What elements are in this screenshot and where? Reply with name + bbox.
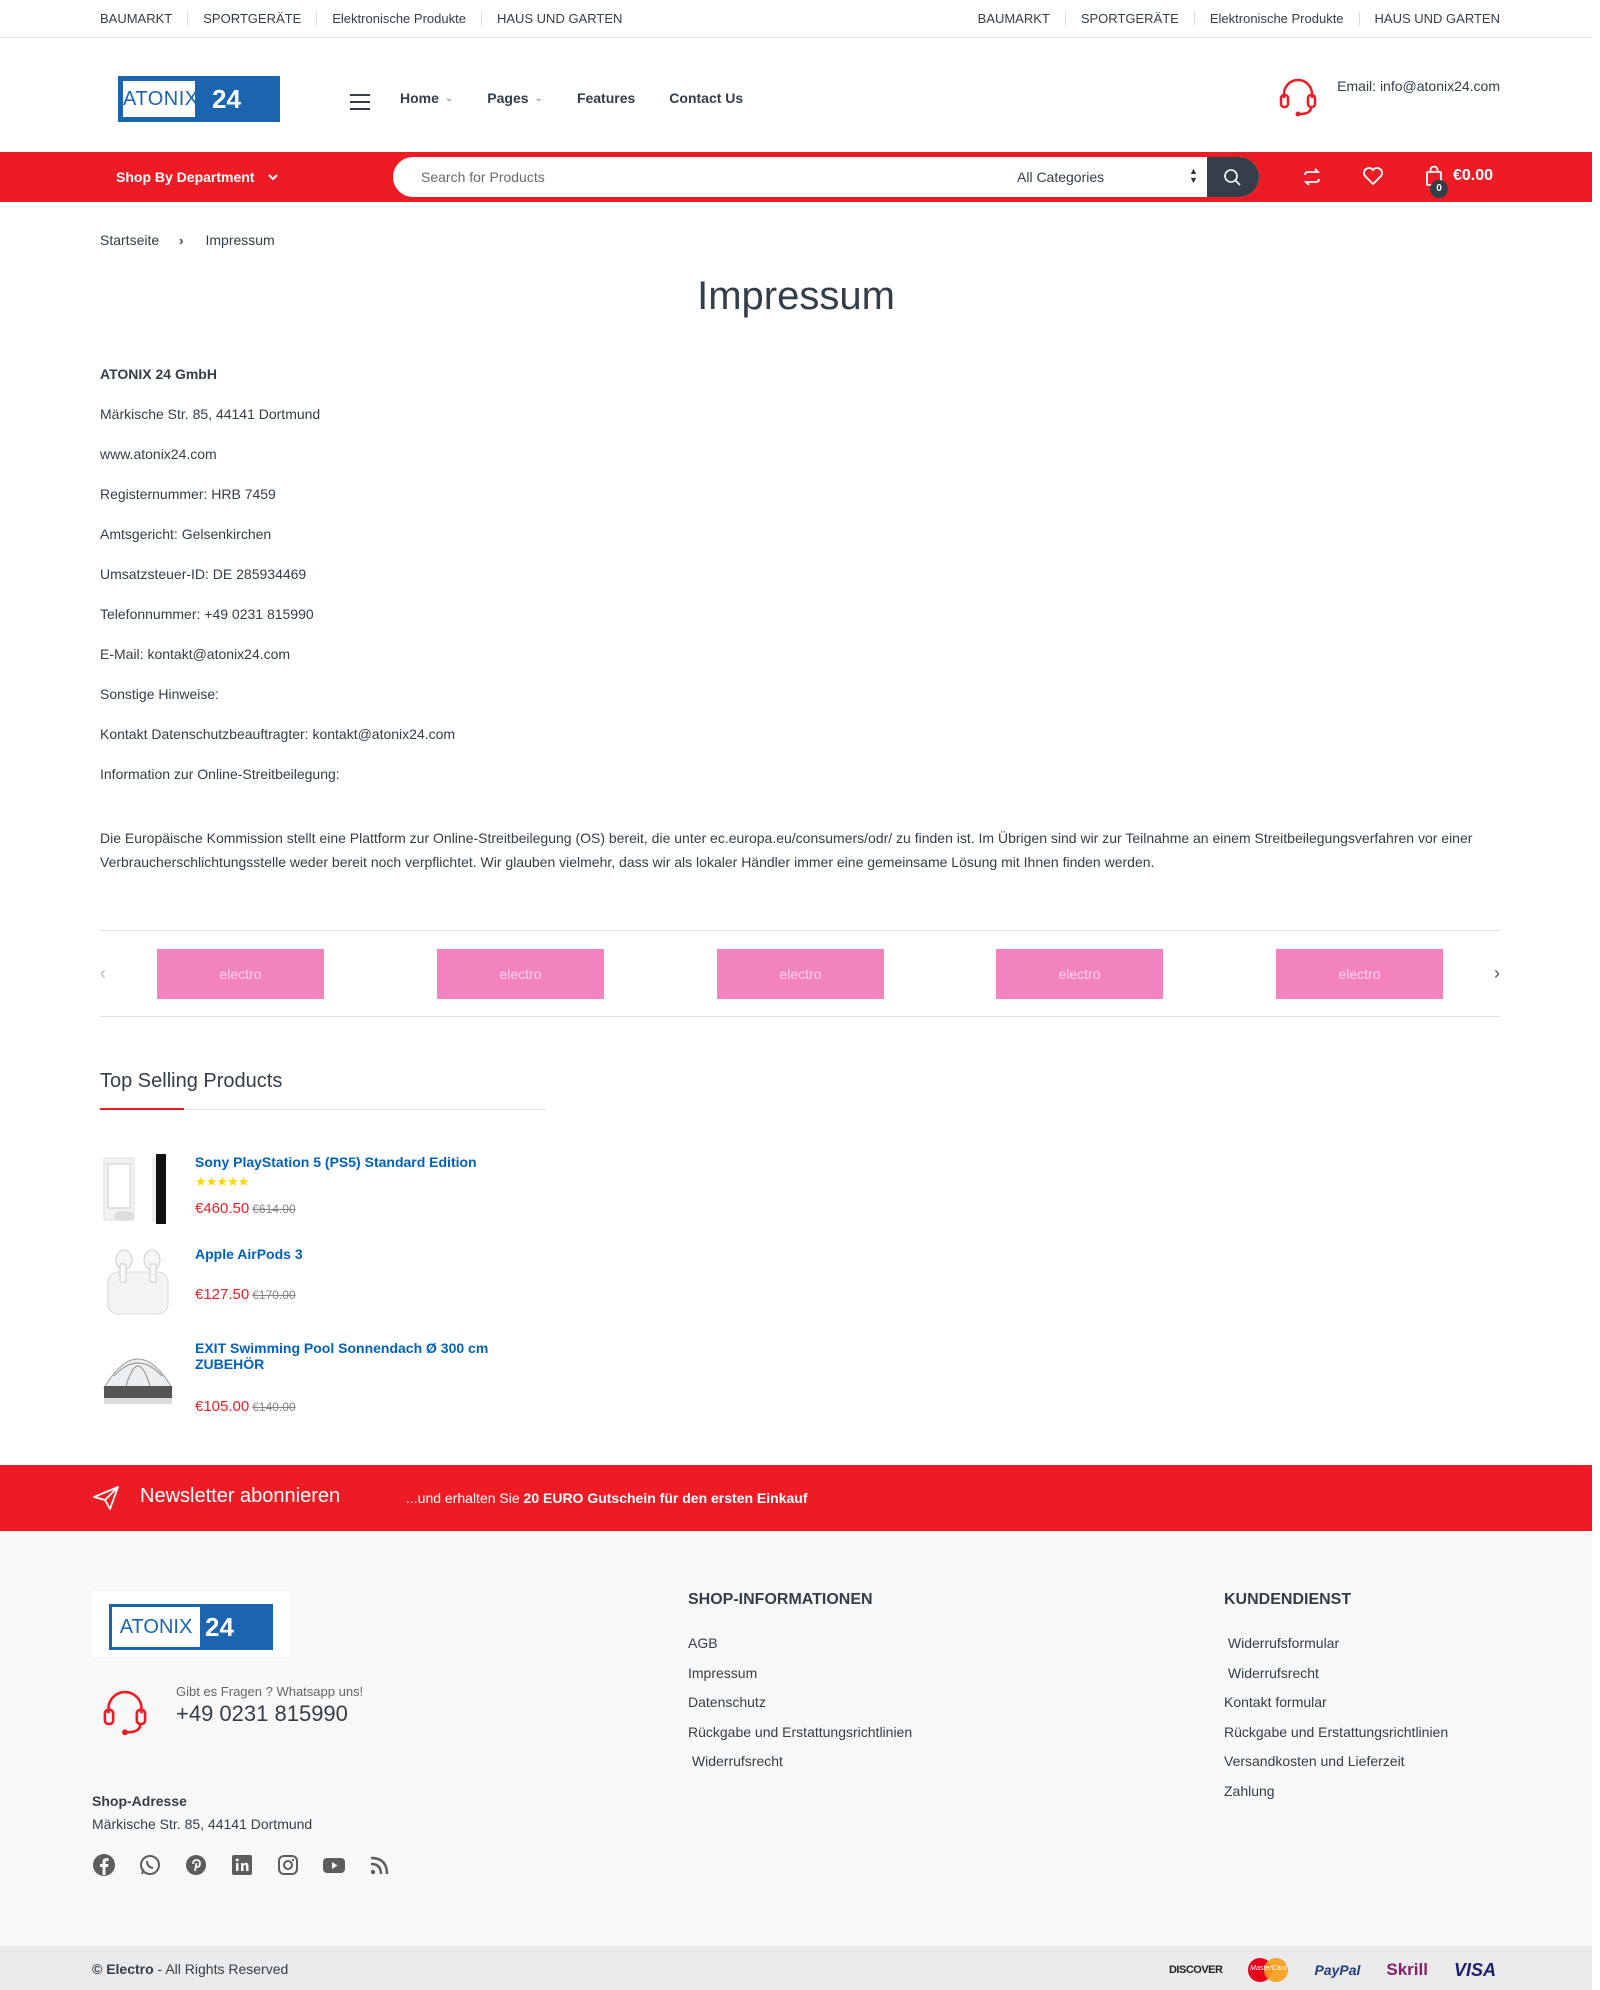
product-item	[100, 1242, 546, 1322]
district-court: Amtsgericht: Gelsenkirchen	[100, 526, 272, 542]
email-address[interactable]: E-Mail: kontakt@atonix24.com	[100, 646, 291, 662]
top-selling-title: Top Selling Products	[100, 1070, 283, 1092]
brand-logo[interactable]: electro	[717, 949, 884, 999]
nav-pages-label: Pages	[487, 90, 529, 106]
brand-logo[interactable]: electro	[437, 949, 604, 999]
shop-info-title: SHOP-INFORMATIONEN	[688, 1591, 873, 1608]
mastercard-logo-icon	[1248, 1958, 1288, 1982]
footer-link-rueckgabe-2[interactable]: Rückgabe und Erstattungsrichtlinien	[1224, 1723, 1449, 1740]
facebook-icon[interactable]	[92, 1853, 116, 1877]
privacy-contact: Kontakt Datenschutzbeauftragter: kontakt@atonix24.com	[100, 726, 456, 742]
footer-customer-service	[1224, 1591, 1448, 1812]
dispute-heading: Information zur Online-Streitbeilegung:	[100, 766, 340, 782]
copyright-brand: © Electro	[92, 1961, 154, 1977]
brand-logo[interactable]: electro	[157, 949, 324, 999]
compare-icon[interactable]	[1302, 167, 1322, 187]
discover-logo-icon: DISCOVER	[1168, 1964, 1223, 1976]
search-form	[393, 157, 1259, 197]
brand-logo[interactable]: electro	[996, 949, 1163, 999]
copyright-rest: - All Rights Reserved	[153, 1961, 289, 1977]
site-logo[interactable]	[118, 76, 280, 122]
newsletter-text-prefix: ...und erhalten Sie	[406, 1490, 524, 1506]
brand-carousel	[100, 930, 1500, 1017]
footer-logo-number: 24	[205, 1612, 234, 1642]
product-name[interactable]: EXIT Swimming Pool Sonnendach Ø 300 cm ZUBEHÖR	[195, 1340, 489, 1372]
menu-hamburger-icon[interactable]	[350, 94, 370, 110]
product-item	[100, 1336, 546, 1416]
footer-shop-info	[688, 1591, 912, 1783]
mastercard-label: MasterCard	[1250, 1965, 1287, 1972]
skrill-logo-icon: Skrill	[1386, 1960, 1428, 1979]
headset-icon	[98, 1685, 152, 1737]
footer-link-zahlung[interactable]: Zahlung	[1224, 1782, 1275, 1799]
nav-features[interactable]	[577, 90, 635, 106]
shop-by-department-button[interactable]	[116, 169, 278, 185]
cart-count-badge: 0	[1430, 180, 1448, 198]
heart-icon[interactable]	[1362, 166, 1384, 186]
site-footer	[0, 1531, 1592, 1946]
search-icon	[1224, 169, 1241, 186]
old-price: €170.00	[252, 1288, 296, 1302]
site-header	[0, 38, 1592, 152]
youtube-icon[interactable]	[322, 1853, 346, 1877]
product-image-pool-dome[interactable]	[100, 1336, 176, 1412]
top-link-right-sportgeraete[interactable]: SPORTGERÄTE	[1065, 12, 1194, 26]
nav-contact-label: Contact Us	[669, 90, 744, 106]
chevron-down-icon: ⌄	[534, 92, 543, 104]
paper-plane-icon	[92, 1485, 120, 1511]
company-address: Märkische Str. 85, 44141 Dortmund	[100, 406, 321, 422]
search-input[interactable]	[421, 157, 981, 197]
section-divider-accent	[100, 1108, 184, 1110]
pinterest-icon[interactable]	[184, 1853, 208, 1877]
breadcrumb-current: Impressum	[205, 232, 275, 248]
other-notes: Sonstige Hinweise:	[100, 686, 220, 702]
brand-logo[interactable]: electro	[1276, 949, 1443, 999]
footer-link-widerrufsrecht[interactable]: Widerrufsrecht	[688, 1753, 783, 1769]
footer-question: Gibt es Fragen ? Whatsapp uns!	[176, 1684, 364, 1699]
top-bar	[0, 0, 1592, 38]
footer-address: Märkische Str. 85, 44141 Dortmund	[92, 1816, 313, 1832]
footer-link-kontakt[interactable]: Kontakt formular	[1224, 1694, 1327, 1710]
register-number: Registernummer: HRB 7459	[100, 486, 276, 502]
rss-icon[interactable]	[368, 1853, 392, 1877]
impressum-content	[100, 366, 1500, 870]
social-links	[92, 1853, 414, 1877]
chevron-down-icon	[268, 172, 278, 182]
copyright-bar	[0, 1946, 1592, 1990]
footer-logo[interactable]	[92, 1591, 290, 1657]
dispute-text: Die Europäische Kommission stellt eine Plattform zur Online-Streitbeilegung (OS) bereit, die unter ec.europa.eu/consumers/odr/ zu finden ist. Im Übrigen sind wir zur Teilnahme an einem Streitbeilegungsverfahren vor einer Verbraucherschlichtungsstelle weder bereit noch verpflichtet. Wir glauben vielmehr, dass wir als lokaler Händler immer eine gemeinsame Lösung mit Ihnen finden werden.	[100, 830, 1473, 870]
product-image-ps5[interactable]	[100, 1150, 176, 1226]
top-link-elektronik[interactable]: Elektronische Produkte	[316, 12, 481, 26]
footer-link-widerrufsrecht-2[interactable]: Widerrufsrecht	[1224, 1664, 1319, 1681]
footer-link-impressum[interactable]: Impressum	[688, 1664, 758, 1681]
old-price: €140.00	[252, 1400, 296, 1414]
cart-total[interactable]: €0.00	[1453, 167, 1494, 184]
footer-logo-text: ATONIX	[112, 1607, 200, 1647]
current-price: €127.50	[195, 1286, 250, 1303]
product-name[interactable]: Apple AirPods 3	[195, 1246, 303, 1262]
product-price	[195, 1200, 296, 1217]
footer-link-agb[interactable]: AGB	[688, 1635, 718, 1651]
nav-pages[interactable]	[487, 90, 543, 106]
top-link-baumarkt[interactable]: BAUMARKT	[100, 11, 173, 26]
top-link-right-elektronik[interactable]: Elektronische Produkte	[1194, 12, 1359, 26]
footer-link-datenschutz[interactable]: Datenschutz	[688, 1694, 766, 1710]
search-button[interactable]	[1207, 157, 1259, 197]
top-links-right	[978, 12, 1500, 26]
nav-home-label: Home	[400, 90, 439, 106]
top-link-sportgeraete[interactable]: SPORTGERÄTE	[187, 12, 316, 26]
carousel-prev-icon[interactable]: ‹	[100, 963, 106, 983]
footer-link-widerrufsformular[interactable]: Widerrufsformular	[1224, 1635, 1340, 1651]
headset-icon	[1276, 74, 1320, 118]
paypal-logo-icon: PayPal	[1314, 1962, 1361, 1978]
footer-link-versand[interactable]: Versandkosten und Lieferzeit	[1224, 1753, 1405, 1769]
page-title: Impressum	[697, 274, 895, 318]
nav-features-label: Features	[576, 90, 636, 106]
product-image-airpods[interactable]	[100, 1242, 176, 1318]
newsletter-title: Newsletter abonnieren	[140, 1485, 341, 1507]
rating-stars-icon: ★★★★★	[195, 1174, 249, 1189]
chevron-down-icon: ⌄	[444, 92, 454, 104]
customer-service-title: KUNDENDIENST	[1224, 1591, 1352, 1608]
logo-text: ATONIX	[123, 81, 195, 117]
newsletter-text-bold: 20 EURO Gutschein für den ersten Einkauf	[523, 1490, 808, 1506]
category-select[interactable]: All Categories	[1017, 169, 1105, 185]
product-price	[195, 1398, 296, 1415]
instagram-icon[interactable]	[276, 1853, 300, 1877]
company-name: ATONIX 24 GmbH	[100, 366, 217, 382]
footer-link-rueckgabe[interactable]: Rückgabe und Erstattungsrichtlinien	[688, 1723, 913, 1740]
header-email[interactable]: Email: info@atonix24.com	[1337, 78, 1500, 94]
visa-logo-icon: VISA	[1453, 1959, 1496, 1980]
newsletter-banner	[0, 1465, 1592, 1531]
main-nav	[400, 90, 777, 106]
newsletter-text	[406, 1490, 807, 1506]
whatsapp-icon[interactable]	[138, 1853, 162, 1877]
footer-phone[interactable]: +49 0231 815990	[176, 1701, 348, 1726]
top-link-haus-garten[interactable]: HAUS UND GARTEN	[481, 12, 622, 26]
department-label: Shop By Department	[116, 169, 255, 185]
product-price	[195, 1286, 296, 1303]
footer-address-label: Shop-Adresse	[92, 1793, 187, 1809]
breadcrumb-separator-icon: ›	[179, 232, 184, 248]
payment-methods	[1143, 1958, 1496, 1982]
select-arrows-icon: ▲ ▼	[1189, 166, 1198, 185]
search-bar	[0, 152, 1592, 202]
breadcrumb-home[interactable]: Startseite	[100, 232, 160, 248]
product-item	[100, 1150, 546, 1230]
vat-id: Umsatzsteuer-ID: DE 285934469	[100, 566, 307, 582]
old-price: €614.00	[252, 1202, 296, 1216]
top-link-right-baumarkt[interactable]: BAUMARKT	[977, 11, 1050, 26]
product-name[interactable]: Sony PlayStation 5 (PS5) Standard Edition	[195, 1154, 477, 1170]
nav-home[interactable]	[400, 90, 453, 106]
logo-number: 24	[212, 84, 241, 114]
phone-number: Telefonnummer: +49 0231 815990	[100, 606, 314, 622]
carousel-next-icon[interactable]: ›	[1494, 963, 1500, 983]
current-price: €105.00	[195, 1398, 250, 1415]
nav-contact[interactable]	[669, 90, 743, 106]
top-link-right-haus-garten[interactable]: HAUS UND GARTEN	[1359, 12, 1500, 26]
top-links-left	[100, 12, 622, 26]
current-price: €460.50	[195, 1200, 250, 1217]
copyright	[92, 1961, 288, 1977]
breadcrumb	[100, 232, 275, 248]
company-website[interactable]: www.atonix24.com	[100, 446, 217, 462]
linkedin-icon[interactable]	[230, 1853, 254, 1877]
